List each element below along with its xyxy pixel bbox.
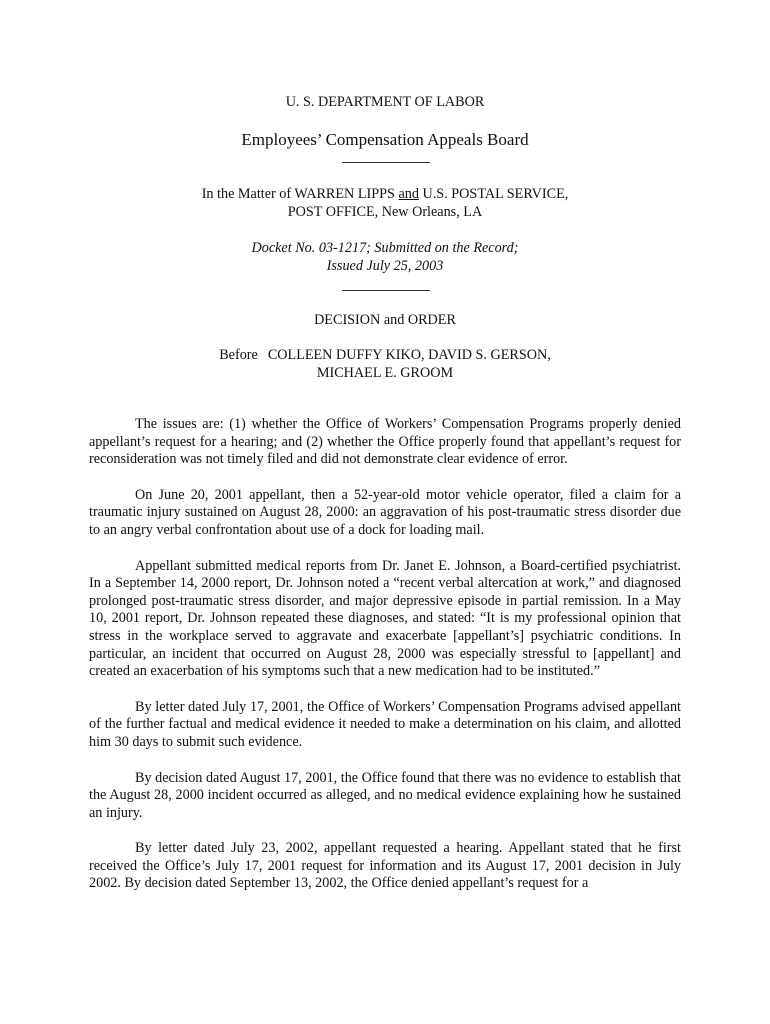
divider-rule [342, 162, 430, 163]
paragraph: By decision dated August 17, 2001, the Office found that there was no evidence to establish that the August 28, 2000 incident occurred as alleged, and no medical evidence explaining how he sustained an injury. [89, 769, 681, 821]
paragraph: The issues are: (1) whether the Office of Workers’ Compensation Programs properly denied appellant’s request for a hearing; and (2) whether the Office properly found that appellant’s request for reconsideration was not timely filed and did not demonstrate clear evidence of error. [89, 416, 681, 468]
matter-line-2: POST OFFICE, New Orleans, LA [287, 203, 483, 220]
paragraph: By letter dated July 23, 2002, appellant requested a hearing. Appellant stated that he first received the Office’s July 17, 2001 request for information and its August 17, 2001 decision in July 2002. By decision dated September 13, 2002, the Office denied appellant’s request for a [89, 840, 681, 892]
before-label: Before [219, 347, 258, 363]
case-matter [0, 186, 770, 221]
before-line-1 [0, 347, 770, 365]
department-heading: U. S. DEPARTMENT OF LABOR [285, 94, 485, 110]
panel-members [0, 347, 770, 382]
decision-title: DECISION and ORDER [314, 312, 456, 328]
paragraph: By letter dated July 17, 2001, the Office of Workers’ Compensation Programs advised appellant of the further factual and medical evidence it needed to make a determination on his claim, and allotted him 30 days to submit such evidence. [89, 698, 681, 750]
matter-prefix: In the Matter of WARREN LIPPS [201, 186, 399, 202]
docket-info [0, 240, 770, 275]
matter-suffix: U.S. POSTAL SERVICE, [418, 186, 569, 202]
judges-line-2: MICHAEL E. GROOM [316, 364, 454, 381]
docket-line-2: Issued July 25, 2003 [326, 257, 444, 274]
paragraph: Appellant submitted medical reports from Dr. Janet E. Johnson, a Board-certified psychiatrist. In a September 14, 2000 report, Dr. Johnson noted a “recent verbal altercation at work,” and diagnosed prolonged post-traumatic stress disorder, and major depressive episode in partial remission. In a May 10, 2001 report, Dr. Johnson repeated these diagnoses, and stated: “It is my professional opinion that stress in the workplace served to aggravate and exacerbate [appellant’s] psychiatric conditions. In particular, an incident that occurred on August 28, 2000 was especially stressful to [appellant] and created an exacerbation of his symptoms such that a new medication had to be instituted.” [89, 557, 681, 680]
divider-rule [342, 290, 430, 291]
matter-and: and [398, 186, 419, 202]
paragraph: On June 20, 2001 appellant, then a 52-year-old motor vehicle operator, filed a claim for a traumatic injury sustained on August 28, 2000: an aggravation of his post-traumatic stress disorder due to an angry verbal confrontation about use of a dock for loading mail. [89, 486, 681, 538]
board-title: Employees’ Compensation Appeals Board [241, 130, 529, 149]
matter-line-1 [0, 186, 770, 204]
judges-line-1: COLLEEN DUFFY KIKO, DAVID S. GERSON, [267, 347, 551, 363]
docket-line-1: Docket No. 03-1217; Submitted on the Record; [251, 240, 519, 256]
document-body [89, 416, 681, 911]
